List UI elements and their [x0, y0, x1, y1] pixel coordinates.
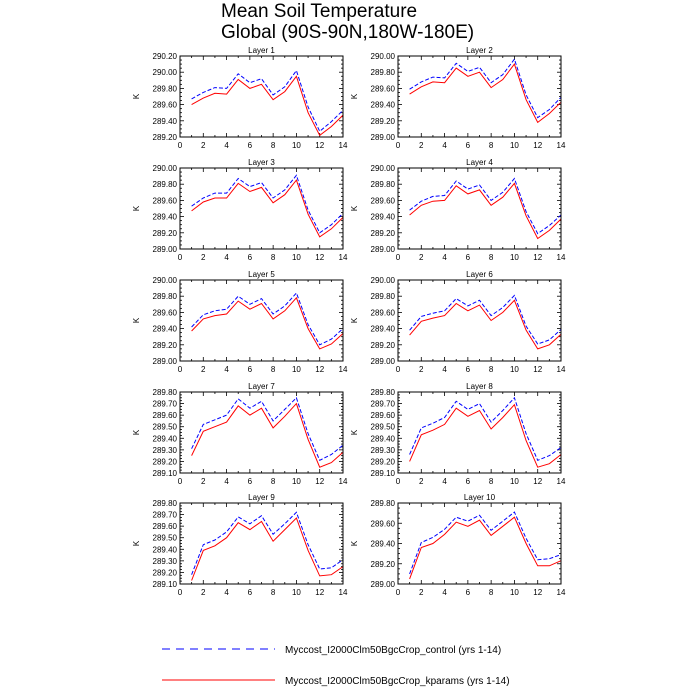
y-tick-label: 289.60 [152, 522, 177, 532]
x-tick-label: 0 [177, 141, 183, 150]
x-tick-label: 4 [224, 477, 229, 486]
x-tick-label: 6 [465, 253, 471, 262]
y-tick-label: 289.40 [152, 324, 177, 334]
series-line-control [192, 512, 343, 574]
y-tick-label: 289.60 [152, 100, 177, 110]
y-tick-label: 290.00 [152, 68, 177, 78]
series-line-kparams [192, 518, 343, 581]
x-tick-label: 0 [395, 588, 401, 597]
x-tick-label: 6 [247, 365, 253, 374]
x-tick-label: 6 [465, 141, 471, 150]
y-tick-label: 289.50 [152, 422, 177, 432]
x-tick-label: 14 [338, 365, 348, 374]
x-tick-label: 6 [247, 477, 253, 486]
y-tick-label: 289.80 [370, 388, 395, 397]
x-tick-label: 14 [556, 477, 566, 486]
y-tick-label: 289.80 [152, 388, 177, 397]
x-tick-label: 0 [177, 588, 183, 597]
y-tick-label: 289.20 [152, 228, 177, 238]
x-tick-label: 12 [315, 477, 325, 486]
x-tick-label: 6 [247, 141, 253, 150]
x-tick-label: 12 [315, 141, 325, 150]
y-tick-label: 289.40 [370, 324, 395, 334]
x-tick-label: 4 [224, 141, 229, 150]
panel-layer-1 [132, 46, 348, 150]
y-tick-label: 289.60 [370, 196, 395, 206]
panel-layer-8 [350, 382, 566, 486]
panel-layer-10 [350, 493, 566, 597]
y-tick-label: 289.20 [370, 228, 395, 238]
y-tick-label: 289.60 [152, 308, 177, 318]
y-tick-label: 289.00 [370, 357, 395, 366]
x-tick-label: 2 [201, 588, 206, 597]
y-tick-label: 289.40 [370, 539, 395, 549]
series-line-kparams [410, 300, 561, 349]
y-tick-label: 289.40 [370, 212, 395, 222]
y-tick-label: 289.40 [370, 434, 395, 444]
x-tick-label: 0 [177, 365, 183, 374]
series-line-control [192, 71, 343, 132]
x-tick-label: 10 [509, 588, 519, 597]
y-tick-label: 289.80 [152, 292, 177, 302]
panel-title: Layer 3 [248, 158, 275, 167]
plot-frame [180, 280, 343, 361]
y-tick-label: 289.80 [152, 499, 177, 508]
y-tick-label: 289.00 [370, 580, 395, 589]
panel-title: Layer 7 [248, 382, 275, 391]
x-tick-label: 6 [465, 365, 471, 374]
x-tick-label: 14 [556, 253, 566, 262]
y-tick-label: 289.00 [152, 357, 177, 366]
y-tick-label: 289.60 [370, 519, 395, 529]
panel-grid [132, 46, 566, 597]
x-tick-label: 4 [442, 365, 447, 374]
x-tick-label: 10 [509, 253, 519, 262]
x-tick-label: 8 [270, 477, 276, 486]
series-line-control [410, 59, 561, 117]
y-tick-label: 289.20 [152, 568, 177, 578]
x-tick-label: 14 [338, 588, 348, 597]
y-tick-label: 289.10 [152, 580, 177, 589]
x-tick-label: 2 [201, 253, 206, 262]
figure-title-line1: Mean Soil Temperature [221, 1, 418, 22]
series-line-kparams [192, 76, 343, 135]
x-tick-label: 8 [270, 365, 276, 374]
y-tick-label: 289.80 [152, 180, 177, 190]
y-tick-label: 289.20 [370, 340, 395, 350]
x-tick-label: 10 [291, 588, 301, 597]
y-tick-label: 290.00 [370, 164, 395, 173]
y-axis-label: K [132, 205, 141, 212]
panel-title: Layer 1 [248, 46, 275, 55]
x-tick-label: 8 [488, 477, 494, 486]
series-line-control [192, 175, 343, 233]
x-tick-label: 2 [419, 477, 424, 486]
x-tick-label: 0 [395, 253, 401, 262]
x-tick-label: 12 [533, 365, 543, 374]
y-axis-label: K [350, 205, 359, 212]
x-tick-label: 14 [556, 588, 566, 597]
x-tick-label: 2 [419, 365, 424, 374]
x-tick-label: 10 [291, 365, 301, 374]
panel-layer-7 [132, 382, 348, 486]
x-tick-label: 12 [533, 477, 543, 486]
panel-layer-9 [132, 493, 348, 597]
x-tick-label: 2 [201, 365, 206, 374]
panel-title: Layer 4 [466, 158, 493, 167]
y-tick-label: 289.60 [370, 411, 395, 421]
panel-layer-5 [132, 270, 348, 374]
x-tick-label: 8 [270, 141, 276, 150]
series-line-kparams [410, 64, 561, 122]
x-tick-label: 0 [177, 477, 183, 486]
panel-title: Layer 5 [248, 270, 275, 279]
x-tick-label: 2 [419, 253, 424, 262]
y-tick-label: 289.50 [152, 533, 177, 543]
y-tick-label: 289.50 [370, 422, 395, 432]
y-axis-label: K [132, 429, 141, 436]
x-tick-label: 2 [201, 477, 206, 486]
x-tick-label: 10 [291, 141, 301, 150]
y-tick-label: 289.30 [370, 445, 395, 455]
y-tick-label: 289.00 [152, 245, 177, 254]
panel-title: Layer 9 [248, 493, 275, 502]
y-axis-label: K [350, 429, 359, 436]
series-line-kparams [410, 405, 561, 468]
panel-title: Layer 10 [463, 493, 496, 502]
x-tick-label: 0 [395, 365, 401, 374]
x-tick-label: 14 [338, 253, 348, 262]
series-line-control [410, 398, 561, 461]
series-line-kparams [410, 183, 561, 238]
series-line-control [410, 512, 561, 574]
panel-layer-3 [132, 158, 348, 262]
y-tick-label: 289.00 [370, 245, 395, 254]
y-tick-label: 289.30 [152, 445, 177, 455]
x-tick-label: 12 [315, 365, 325, 374]
y-tick-label: 289.60 [152, 196, 177, 206]
plot-frame [398, 56, 561, 137]
panel-layer-6 [350, 270, 566, 374]
x-tick-label: 0 [395, 141, 401, 150]
x-tick-label: 8 [270, 588, 276, 597]
y-axis-label: K [132, 540, 141, 547]
plot-frame [180, 56, 343, 137]
x-tick-label: 8 [270, 253, 276, 262]
x-tick-label: 14 [338, 477, 348, 486]
y-tick-label: 289.60 [152, 411, 177, 421]
x-tick-label: 6 [247, 253, 253, 262]
x-tick-label: 12 [315, 588, 325, 597]
legend-label-control: Myccost_I2000Clm50BgcCrop_control (yrs 1-14) [285, 645, 502, 656]
x-tick-label: 12 [533, 253, 543, 262]
x-tick-label: 4 [442, 588, 447, 597]
x-tick-label: 10 [509, 365, 519, 374]
series-line-control [410, 179, 561, 234]
y-tick-label: 290.00 [370, 52, 395, 61]
y-tick-label: 290.00 [370, 276, 395, 285]
x-tick-label: 6 [247, 588, 253, 597]
x-tick-label: 4 [442, 477, 447, 486]
x-tick-label: 14 [338, 141, 348, 150]
series-line-kparams [192, 180, 343, 237]
y-axis-label: K [350, 540, 359, 547]
panel-layer-4 [350, 158, 566, 262]
y-tick-label: 289.60 [370, 308, 395, 318]
x-tick-label: 2 [419, 141, 424, 150]
series-line-control [410, 295, 561, 344]
y-tick-label: 289.80 [370, 499, 395, 508]
x-tick-label: 8 [488, 365, 494, 374]
x-tick-label: 4 [442, 253, 447, 262]
y-tick-label: 289.20 [152, 133, 177, 142]
y-tick-label: 289.60 [370, 84, 395, 94]
y-tick-label: 289.20 [370, 116, 395, 126]
x-tick-label: 4 [442, 141, 447, 150]
y-tick-label: 290.00 [152, 164, 177, 173]
y-axis-label: K [132, 317, 141, 324]
x-tick-label: 2 [419, 588, 424, 597]
panel-title: Layer 8 [466, 382, 493, 391]
y-tick-label: 289.80 [370, 180, 395, 190]
plot-frame [180, 392, 343, 473]
x-tick-label: 8 [488, 141, 494, 150]
y-tick-label: 289.70 [152, 510, 177, 520]
figure-title-line2: Global (90S-90N,180W-180E) [221, 22, 475, 43]
panel-title: Layer 6 [466, 270, 493, 279]
y-axis-label: K [350, 93, 359, 100]
legend-label-kparams: Myccost_I2000Clm50BgcCrop_kparams (yrs 1-14) [285, 676, 510, 687]
x-tick-label: 14 [556, 141, 566, 150]
y-tick-label: 289.40 [152, 434, 177, 444]
y-tick-label: 289.80 [370, 68, 395, 78]
x-tick-label: 0 [177, 253, 183, 262]
series-line-kparams [410, 517, 561, 579]
x-tick-label: 8 [488, 253, 494, 262]
series-line-kparams [192, 404, 343, 468]
x-tick-label: 4 [224, 253, 229, 262]
y-tick-label: 290.00 [152, 276, 177, 285]
y-tick-label: 289.00 [370, 133, 395, 142]
x-tick-label: 2 [201, 141, 206, 150]
x-tick-label: 10 [291, 477, 301, 486]
x-tick-label: 10 [509, 141, 519, 150]
series-line-kparams [192, 298, 343, 349]
x-tick-label: 4 [224, 365, 229, 374]
x-tick-label: 6 [465, 477, 471, 486]
y-axis-label: K [132, 93, 141, 100]
panel-title: Layer 2 [466, 46, 493, 55]
x-tick-label: 0 [395, 477, 401, 486]
x-tick-label: 4 [224, 588, 229, 597]
y-tick-label: 289.20 [152, 340, 177, 350]
y-tick-label: 289.20 [370, 457, 395, 467]
y-tick-label: 289.40 [152, 116, 177, 126]
panel-layer-2 [350, 46, 566, 150]
x-tick-label: 12 [533, 141, 543, 150]
y-tick-label: 289.30 [152, 556, 177, 566]
y-axis-label: K [350, 317, 359, 324]
x-tick-label: 12 [533, 588, 543, 597]
x-tick-label: 12 [315, 253, 325, 262]
y-tick-label: 289.70 [152, 399, 177, 409]
y-tick-label: 289.10 [370, 469, 395, 478]
x-tick-label: 8 [488, 588, 494, 597]
x-tick-label: 10 [509, 477, 519, 486]
y-tick-label: 289.20 [152, 457, 177, 467]
series-line-control [192, 398, 343, 461]
y-tick-label: 289.40 [152, 545, 177, 555]
y-tick-label: 289.40 [152, 212, 177, 222]
legend [162, 645, 510, 687]
y-tick-label: 289.80 [370, 292, 395, 302]
series-line-control [192, 293, 343, 345]
y-tick-label: 289.20 [370, 559, 395, 569]
plot-frame [180, 168, 343, 249]
y-tick-label: 289.40 [370, 100, 395, 110]
y-tick-label: 289.10 [152, 469, 177, 478]
y-tick-label: 290.20 [152, 52, 177, 61]
x-tick-label: 10 [291, 253, 301, 262]
y-tick-label: 289.70 [370, 399, 395, 409]
x-tick-label: 6 [465, 588, 471, 597]
y-tick-label: 289.80 [152, 84, 177, 94]
x-tick-label: 14 [556, 365, 566, 374]
